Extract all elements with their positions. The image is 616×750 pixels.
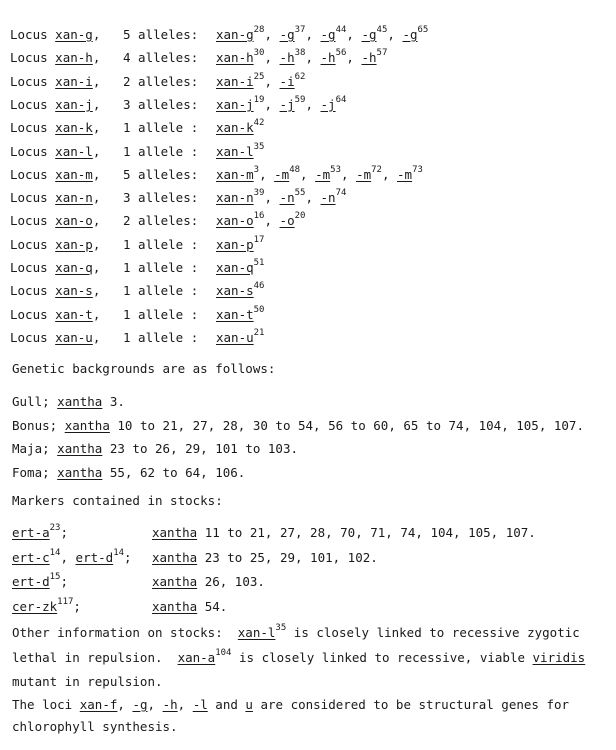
allele-number: 65 [417, 25, 429, 35]
allele-count: 1 allele : [123, 260, 199, 275]
allele-symbol: -n [320, 190, 336, 206]
allele-symbol: -m [315, 166, 331, 182]
allele-number: 56 [335, 48, 347, 59]
allele-first: xan-l [216, 143, 254, 159]
allele-symbol: -m [274, 166, 290, 182]
allele-number: 46 [253, 281, 265, 292]
allele-number: 50 [253, 304, 265, 315]
locus-name: Locus xan-t, [10, 306, 101, 322]
allele-symbol: -o [279, 213, 295, 229]
locus-gene: xan-l [55, 143, 93, 159]
allele-first: xan-o [216, 213, 254, 229]
allele-symbol: -j [320, 96, 336, 112]
marker-gene: ert-a [12, 525, 50, 540]
allele-number: 72 [371, 164, 382, 175]
xantha-values: 54. [204, 598, 228, 614]
locus-word: Locus [10, 73, 48, 89]
allele-count: 2 alleles: [123, 73, 199, 89]
allele-first: xan-g [216, 27, 254, 42]
locus-gene: xan-t [55, 306, 93, 322]
marker-gene: ert-d [75, 549, 114, 565]
markers-heading: Markers contained in stocks: [12, 493, 223, 508]
allele-symbol: -g [402, 27, 418, 42]
xantha-word: xantha [57, 441, 103, 456]
allele-number: 45 [376, 25, 388, 35]
locus-name: Locus xan-i, [10, 73, 101, 89]
allele-number: 25 [253, 71, 265, 82]
allele-first: xan-p [216, 236, 254, 252]
allele-symbol: -g [361, 27, 377, 42]
allele-number: 53 [330, 164, 341, 175]
allele-symbol: -m [397, 166, 413, 182]
other-line-5: chlorophyll synthesis. [12, 719, 178, 734]
locus-word: Locus [10, 27, 48, 42]
locus-name: Locus xan-h, [10, 50, 101, 66]
xantha-values: 26, 103. [204, 574, 265, 589]
locus-word: Locus [10, 96, 48, 112]
allele-number: 28 [253, 25, 265, 35]
locus-word: Locus [10, 143, 48, 159]
other-line-4: The loci xan-f, -g, -h, -l and u are considered to be structural genes for [12, 697, 570, 712]
xantha-word: xantha [64, 417, 110, 433]
allele-number: 42 [253, 118, 265, 129]
allele-number: 44 [335, 25, 347, 35]
allele-symbol: -g [279, 27, 295, 42]
locus-name: Locus xan-m, [10, 166, 101, 182]
marker-xantha [152, 551, 378, 565]
locus-word: Locus [10, 306, 48, 322]
marker-number: 14 [113, 547, 125, 558]
locus-word: Locus [10, 50, 48, 66]
locus-name: Locus xan-g, [10, 27, 101, 42]
allele-count: 5 alleles: [123, 166, 199, 182]
allele-list [216, 281, 265, 299]
background-name: Bonus [12, 417, 50, 433]
locus-word: Locus [10, 260, 48, 275]
background-row: Gull; xantha 3. [12, 394, 125, 409]
allele-count: 1 allele : [123, 306, 199, 322]
allele-number: 62 [294, 71, 306, 82]
marker-genes: ert-$d^{15}$; [12, 572, 69, 589]
marker-genes: ert-$a^{23}$; [12, 523, 69, 540]
allele-number: 74 [335, 188, 347, 199]
xantha-word: xantha [152, 525, 198, 540]
allele-number: 30 [253, 48, 265, 59]
locus-name: Locus xan-j, [10, 96, 101, 112]
xantha-word: xantha [57, 394, 103, 409]
locus-name: Locus xan-u, [10, 329, 101, 345]
allele-list: xan-$h^{30}$, $-h^{38}$, $-h^{56}$, $-h^{57}$ [216, 48, 388, 66]
allele-first: xan-s [216, 283, 254, 299]
locus-gene: xan-h [55, 50, 93, 66]
background-name: Gull [12, 394, 43, 409]
allele-list [216, 118, 265, 136]
allele-number: 38 [294, 48, 306, 59]
allele-first: xan-h [216, 50, 254, 66]
allele-first: xan-t [216, 306, 254, 322]
background-row: Bonus; xantha 10 to 21, 27, 28, 30 to 54, 56 to 60, 65 to 74, 104, 105, 107. [12, 417, 584, 433]
marker-genes: ert-$c^{14}$, ert-$d^{14}$; [12, 547, 132, 565]
locus-word: Locus [10, 120, 48, 136]
allele-number: 17 [253, 234, 265, 245]
marker-xantha [152, 600, 227, 614]
background-name: Foma [12, 464, 43, 480]
marker-number: 117 [57, 596, 74, 607]
xantha-word: xantha [57, 464, 103, 480]
xantha-word: xantha [152, 549, 198, 565]
allele-symbol: -g [320, 27, 336, 42]
marker-gene: ert-d [12, 574, 50, 589]
allele-list [216, 234, 265, 252]
marker-gene: cer-zk [12, 598, 58, 614]
locus-gene: xan-q [55, 260, 93, 275]
other-line-2: lethal in repulsion. xan-$a^{104}$ is closely linked to recessive, viable viridis [12, 648, 586, 665]
allele-first: xan-m [216, 166, 254, 182]
locus-word: Locus [10, 329, 48, 345]
allele-first: xan-u [216, 329, 254, 345]
allele-count: 3 alleles: [123, 96, 199, 112]
allele-number: 48 [289, 164, 301, 175]
allele-symbol: -j [279, 96, 295, 112]
locus-name: Locus xan-q, [10, 260, 101, 275]
locus-gene: xan-n [55, 190, 93, 206]
xantha-values: 23 to 25, 29, 101, 102. [204, 549, 378, 565]
allele-first: xan-q [216, 260, 254, 275]
marker-number: 23 [49, 523, 61, 533]
locus-gene: xan-o [55, 213, 93, 229]
allele-count: 2 alleles: [123, 213, 199, 229]
other-line-3: mutant in repulsion. [12, 674, 163, 689]
marker-xantha [152, 526, 536, 540]
allele-symbol: -h [279, 50, 295, 66]
locus-gene: xan-j [55, 96, 93, 112]
locus-word: Locus [10, 283, 48, 299]
xantha-values: 11 to 21, 27, 28, 70, 71, 74, 104, 105, 107. [204, 525, 536, 540]
locus-gene: xan-u [55, 329, 93, 345]
xantha-values: 23 to 26, 29, 101 to 103. [109, 441, 299, 456]
xantha-word: xantha [152, 574, 198, 589]
marker-number: 15 [49, 572, 61, 582]
locus-gene: xan-i [55, 73, 93, 89]
allele-symbol: -n [279, 190, 295, 206]
allele-count: 4 alleles: [123, 50, 199, 66]
allele-first: xan-k [216, 120, 254, 136]
allele-number: 21 [253, 327, 265, 338]
locus-gene: xan-g [55, 27, 93, 42]
allele-count: 1 allele : [123, 236, 199, 252]
xantha-values: 10 to 21, 27, 28, 30 to 54, 56 to 60, 65 to 74, 104, 105, 107. [117, 417, 584, 433]
allele-count: 1 allele : [123, 120, 199, 136]
allele-symbol: -i [279, 73, 295, 89]
allele-list: xan-$g^{28}$, $-g^{37}$, $-g^{44}$, $-g^{45}$, $-g^{65}$ [216, 25, 429, 42]
allele-symbol: -h [320, 50, 336, 66]
other-line-1: Other information on stocks: xan-$l^{35}$ is closely linked to recessive zygotic [12, 623, 580, 640]
allele-first: xan-n [216, 190, 254, 206]
allele-number: 55 [294, 188, 306, 199]
allele-list [216, 141, 265, 159]
allele-list [216, 304, 265, 322]
locus-gene: xan-p [55, 236, 93, 252]
locus-gene: xan-m [55, 166, 93, 182]
marker-xantha [152, 575, 265, 589]
locus-gene: xan-s [55, 283, 93, 299]
allele-number: 16 [253, 211, 265, 222]
allele-list: xan-$j^{19}$, $-j^{59}$, $-j^{64}$ [216, 94, 347, 112]
allele-list: xan-$n^{39}$, $-n^{55}$, $-n^{74}$ [216, 188, 347, 206]
allele-number: 73 [412, 164, 423, 175]
allele-number: 57 [376, 48, 388, 59]
allele-number: 51 [253, 258, 265, 268]
allele-symbol: -m [356, 166, 372, 182]
xantha-values: 55, 62 to 64, 106. [109, 464, 246, 480]
allele-number: 59 [294, 94, 306, 105]
allele-count: 1 allele : [123, 143, 199, 159]
locus-word: Locus [10, 190, 48, 206]
background-row: Foma; xantha 55, 62 to 64, 106. [12, 464, 246, 480]
allele-list [216, 258, 265, 275]
xantha-word: xantha [152, 598, 198, 614]
locus-name: Locus xan-n, [10, 190, 101, 206]
allele-first: xan-i [216, 73, 254, 89]
allele-list: xan-$i^{25}$, $-i^{62}$ [216, 71, 306, 89]
allele-number: 37 [294, 25, 306, 35]
allele-number: 20 [294, 211, 306, 222]
locus-name: Locus xan-p, [10, 236, 101, 252]
allele-symbol: -h [361, 50, 377, 66]
backgrounds-heading: Genetic backgrounds are as follows: [12, 361, 276, 376]
locus-word: Locus [10, 166, 48, 182]
allele-list: xan-$m^3$, $-m^{48}$, $-m^{53}$, $-m^{72}$, $-m^{73}$ [216, 164, 423, 182]
locus-name: Locus xan-k, [10, 120, 101, 136]
allele-count: 5 alleles: [123, 27, 199, 42]
allele-number: 3 [253, 164, 260, 175]
allele-list [216, 327, 265, 345]
allele-count: 3 alleles: [123, 190, 199, 206]
allele-first: xan-j [216, 96, 254, 112]
background-row: Maja; xantha 23 to 26, 29, 101 to 103. [12, 441, 299, 456]
locus-word: Locus [10, 236, 48, 252]
xantha-values: 3. [109, 394, 125, 409]
allele-number: 19 [253, 94, 265, 105]
locus-name: Locus xan-o, [10, 213, 101, 229]
locus-name: Locus xan-l, [10, 143, 101, 159]
allele-number: 64 [335, 94, 347, 105]
allele-number: 35 [253, 141, 265, 152]
marker-gene: ert-c [12, 549, 50, 565]
locus-gene: xan-k [55, 120, 93, 136]
locus-name: Locus xan-s, [10, 283, 101, 299]
allele-count: 1 allele : [123, 329, 199, 345]
allele-list: xan-$o^{16}$, $-o^{20}$ [216, 211, 306, 229]
locus-word: Locus [10, 213, 48, 229]
allele-count: 1 allele : [123, 283, 199, 299]
marker-number: 14 [49, 547, 61, 558]
background-name: Maja [12, 441, 43, 456]
allele-number: 39 [253, 188, 265, 199]
marker-genes: cer-$zk^{117}$; [12, 596, 81, 614]
